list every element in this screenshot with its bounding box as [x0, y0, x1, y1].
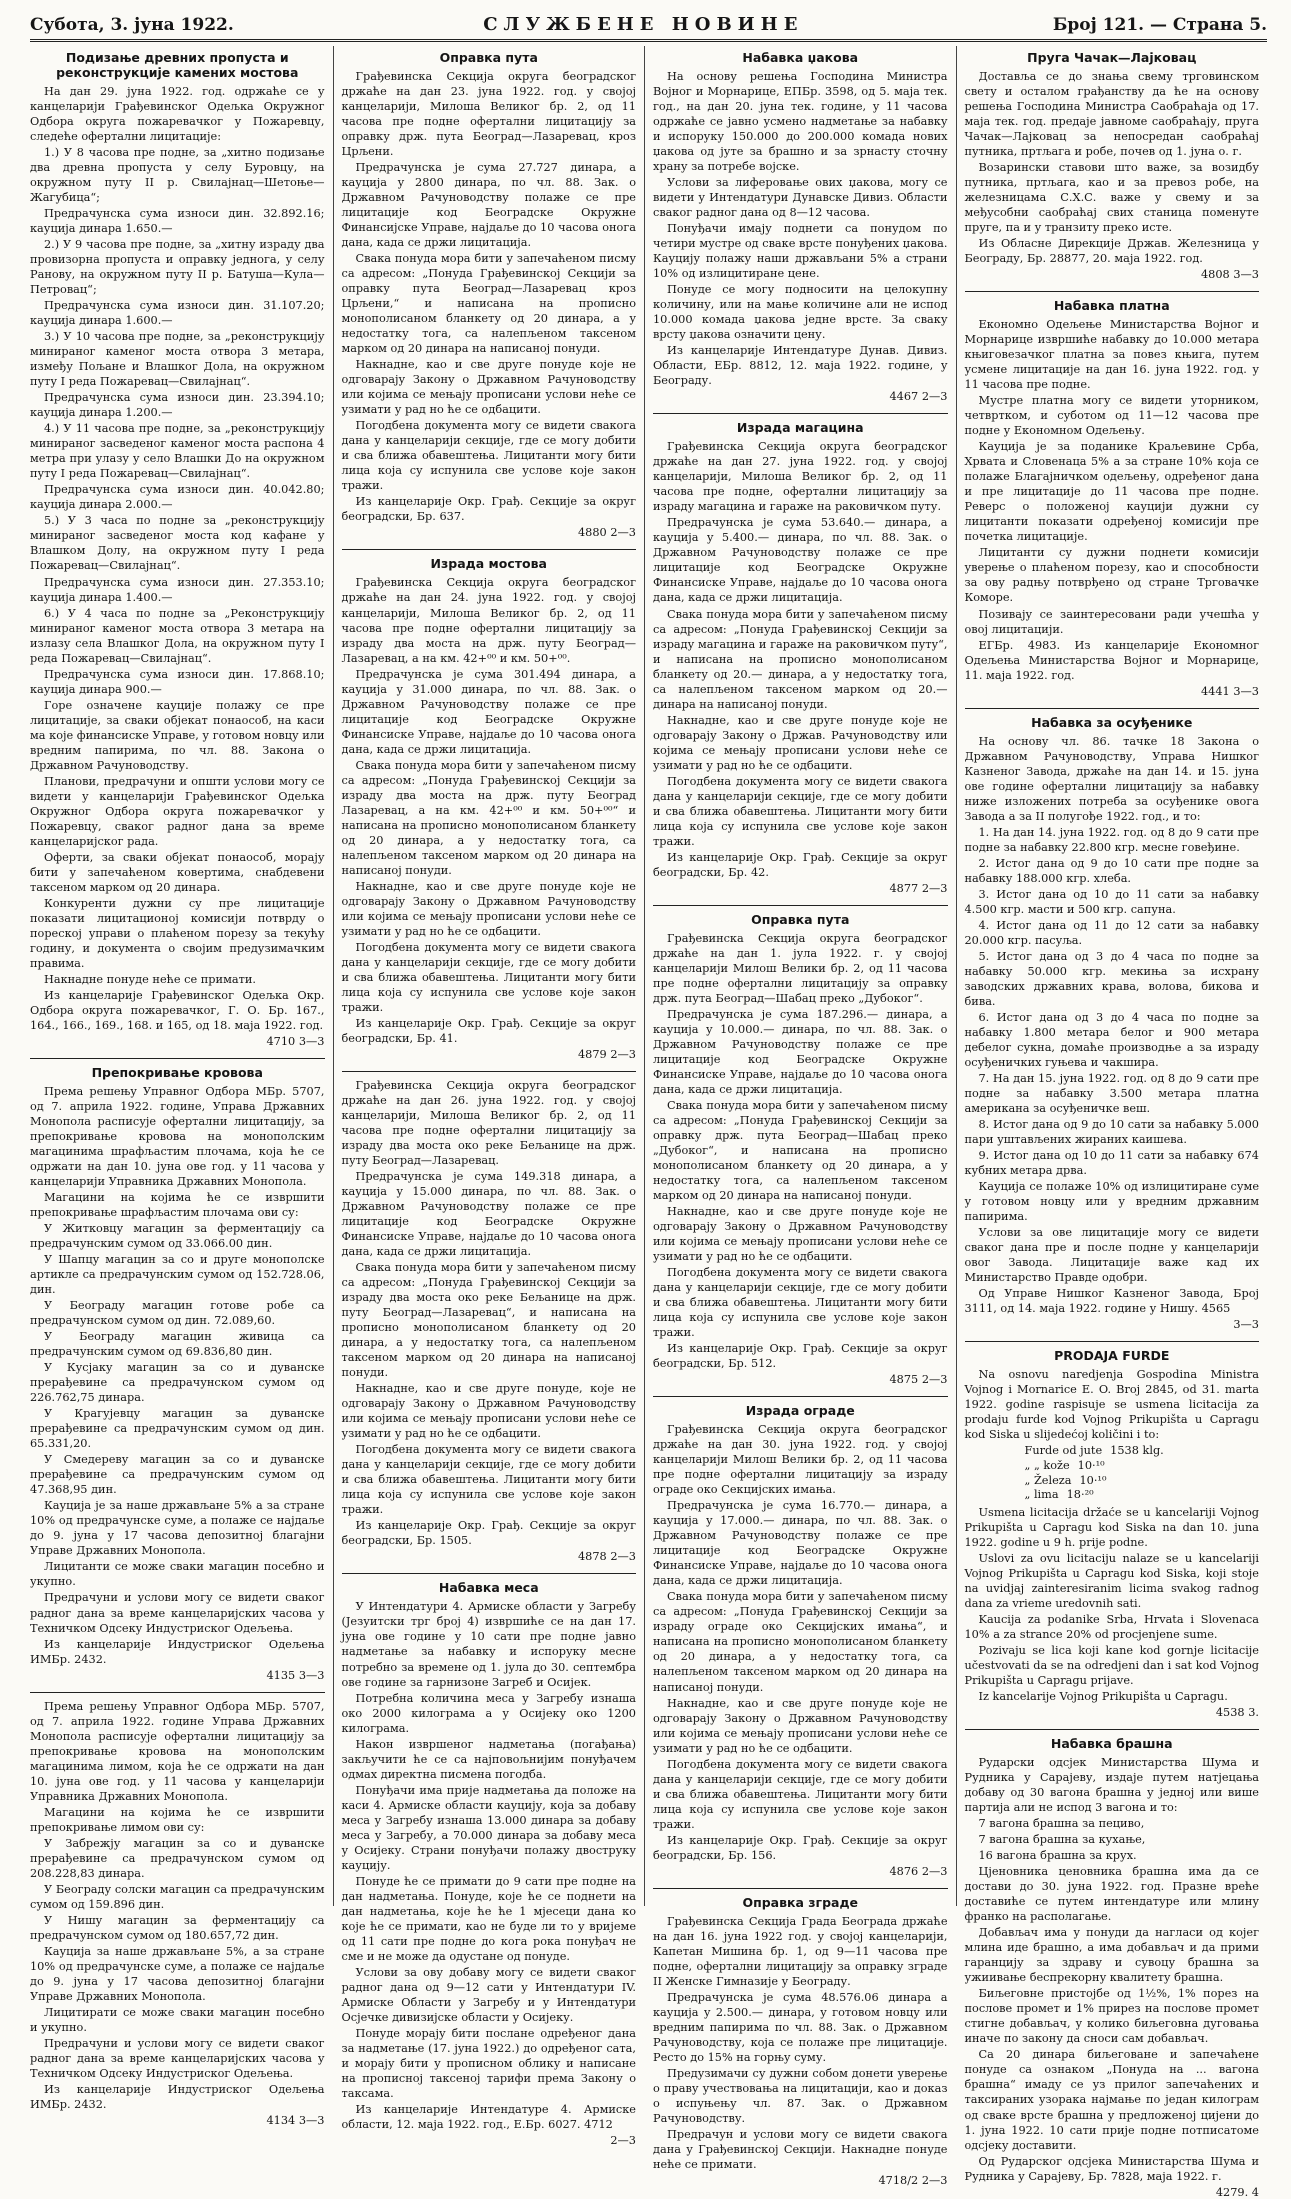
notice-paragraph: Свака понуда мора бити у запечаћеном писму са адресом: „Понуда Грађевинској Секцији за израду два моста око реке Бељанице на држ. путу Београд—Лазаревац“, и написана на прописно монополисаном бланкету од 20 динара, а у недостатку тога, са налепљеном таксеном марком од 20 динара на написаној понуди. — [341, 1261, 636, 1380]
item-row — [1025, 1459, 1260, 1474]
notice-paragraph: Планови, предрачуни и општи услови могу се видети у канцеларији Грађевинског Одељка Окружног Одбора округа пожаревачког у Пожаревцу, сваког радног дана за време канцеларијског рада. — [30, 774, 325, 848]
notice-paragraph: 6.) У 4 часа по подне за „Реконструкцију минираног каменог моста отвора 3 метара на излазу села Влашког Дола, на окружном путу I реда Пожаревац—Свилајнац“. — [30, 606, 325, 665]
notice-paragraph: Свака понуда мора бити у запечаћеном писму са адресом: „Понуда Грађевинској Секцији за израду магацина и гараже на раковичком путу“, и написана на прописно монополисаном бланкету од 20.— динара, а у недостатку тога, са налепљеном таксеном марком од 20.— динара на написаној понуди. — [653, 607, 948, 711]
notice — [342, 50, 637, 539]
notice-paragraph: Погодбена документа могу се видети свакога дана у канцеларији секције, где се могу добити и сва ближа обавештења. Лицитанти могу бити лица која су испунила све услове које закон тражи. — [341, 1443, 636, 1517]
notice — [653, 912, 948, 1386]
notice-paragraph: Биљеговне пристојбе од 1½%, 1% порез на послове промет и 1% прирез на послове промет стигне добављач, у колико биљеговна дуговања иначе по закону да сноси сам добављач. — [964, 1987, 1259, 2046]
notice-paragraph: Предрачунска је сума 53.640.— динара, а кауција у 5.400.— динара, по чл. 88. Зак. о Државном Рачуноводству полаже се пре лицитације код Београдске Окружне Финансиске Управе, најдаље до 10 часова онога дана, када се држи лицитација. — [653, 516, 948, 605]
notice-reference-number: 4808 3—3 — [1200, 268, 1259, 282]
notice-paragraph: Из канцеларије Интендатуре 4. Армиске области, 12. маја 1922. год., Е.Бр. 6027. 4712 — [341, 2102, 636, 2131]
notice-reference-number: 4538 3. — [1215, 1706, 1259, 1720]
notice-title: Подизање древних пропуста и реконструкције камених мостова — [56, 50, 299, 80]
notice-paragraph: 3. Истог дана од 10 до 11 сати за набавку 4.500 кгр. масти и 500 кгр. сапуна. — [964, 887, 1259, 916]
notice-reference-number: 4134 3—3 — [266, 2113, 325, 2127]
notice-reference-number: 3—3 — [1233, 1318, 1259, 1332]
notice — [30, 1065, 325, 1682]
notice-paragraph: Погодбена документа могу се видети свакога дана у канцеларији секције, где се могу добити и сва ближа обавештења. Лицитанти могу бити лица која су испунила све услове које закон тражи. — [341, 419, 636, 493]
notice-paragraph: Погодбена документа могу се видети свакога дана у канцеларији секције, где се могу добити и сва ближа обавештења. Лицитанти могу бити лица која су испунила све услове које закон тражи. — [341, 940, 636, 1014]
notice — [342, 1580, 637, 2147]
notice-reference-number: 4279. 4 — [1215, 2185, 1259, 2199]
notice — [653, 1895, 948, 2187]
notice-paragraph: Из канцеларије Индустриског Одељења ИМБр. 2432. — [30, 1637, 325, 1666]
item-name: Furde od jute — [1024, 1444, 1103, 1458]
issue-date: Субота, 3. јуна 1922. — [30, 15, 234, 35]
notice-paragraph: Магацини на којима ће се извршити препокривање шрафљастим плочама ови су: — [30, 1191, 325, 1220]
notice-reference-number: 4875 2—3 — [889, 1373, 948, 1387]
notice-paragraph: Према решењу Управног Одбора МБр. 5707, од 7. априла 1922. године Управа Државних Монопола расписује офертални лицитацију за препокривање кровова на монополским магацинима лимом, која ће се одржати на дан 10. јуна ове год. у 11 часова у канцеларији Управника Државних Монопола. — [30, 1699, 325, 1803]
column — [645, 46, 957, 2187]
notice-paragraph: Грађевинска Секција округа београдског држаће на дан 30. јуна 1922. год. у својој канцеларији Милош Велики бр. 2, од 11 часова пре подне офертални лицитацију за израду ограде око Секцијских имања. — [653, 1423, 948, 1497]
divider — [653, 1888, 948, 1889]
notice-paragraph: Предузимачи су дужни собом донети уверење о праву учествовања на лицитацији, као и доказ о испуњењу чл. 87. Зак. о Државном Рачуноводству. — [653, 2066, 948, 2125]
notice-paragraph: Kaucija za podanike Srba, Hrvata i Slovenaca 10% a za strance 20% od procjenjene sume. — [964, 1613, 1259, 1642]
notice-paragraph: Из канцеларије Окр. Грађ. Секције за округ београдски, Бр. 156. — [653, 1833, 948, 1862]
notice-paragraph: Конкуренти дужни су пре лицитације показати лицитационој комисији потврду о пореској управи о плаћеном порезу за текућу годину, и документа о својим предузимачким правима. — [30, 896, 325, 970]
notice-paragraph: На дан 29. јуна 1922. год. одржаће се у канцеларији Грађевинског Одељка Окружног Одбора округа пожаревачког у Пожаревцу, следеће офертални лицитације: — [30, 85, 325, 144]
notice-paragraph: 1. На дан 14. јуна 1922. год. од 8 до 9 сати пре подне за набавку 22.800 кгр. месне говеђине. — [964, 825, 1259, 854]
notice-reference-number: 4135 3—3 — [266, 1668, 325, 1682]
item-name: „ lima — [1024, 1488, 1059, 1502]
notice-paragraph: 8. Истог дана од 9 до 10 сати за набавку 5.000 пари уштављених жираних каишева. — [964, 1117, 1259, 1146]
notice-paragraph: Погодбена документа могу се видети свакога дана у канцеларији секције, где се могу добити и сва ближа обавештења. Лицитанти могу бити лица која су испунила све услове које закон тражи. — [653, 1757, 948, 1831]
notice-paragraph: Предрачуни и услови могу се видети сваког радног дана за време канцеларијских часова у Техничком Одсеку Индустриског Одељења. — [30, 1591, 325, 1635]
notice-paragraph: Накнадне, као и све друге понуде које не одговарају Закону о Државном Рачуноводству или којима се мењају прописани услови неће се узимати у рад но ће се одбацити. — [653, 1696, 948, 1755]
notice-paragraph: Понуде се могу подносити на целокупну количину, или на мање количине али не испод 10.000 комада џакова једне врсте. За сваку врсту џакова означити цену. — [653, 283, 948, 342]
item-list — [965, 1444, 1260, 1503]
notice-paragraph: Предрачунска је сума 48.576.06 динара а кауција у 2.500.— динара, у готовом новцу или вредним папирима по чл. 88. Зак. о Државном Рачуноводству, која се полаже пре лицитације. Ресто до 15% на горњу суму. — [653, 1990, 948, 2064]
notice-reference-number: 4879 2—3 — [577, 1047, 636, 1061]
notice-paragraph: Горе означене кауције полажу се пре лицитације, за сваки објекат понаособ, на каси ма које финансиске Управе, у готовом новцу или вредним папирима, по чл. 88. Закона о Државном Рачуноводству. — [30, 698, 325, 772]
notice-paragraph: Накнадне, као и све друге понуде које не одговарају Закону о Државном Рачуноводству или којима се мењају прописани услови неће се узимати у рад но ће се одбацити. — [341, 879, 636, 938]
notice-paragraph: Из канцеларије Окр. Грађ. Секције за округ београдски, Бр. 42. — [653, 850, 948, 879]
notice-title: Набавка за осуђенике — [1031, 714, 1193, 730]
notice-paragraph: Услови за ову добаву могу се видети сваког радног дана од 9—12 сати у Интендатури IV. Армиске Области у Загребу и у Интендатури Осјечке дивизијске области у Осијеку. — [341, 1965, 636, 2024]
notice-paragraph: Лицитанти су дужни поднети комисији уверење о плаћеном порезу, као и способности за ову радњу потврђено од стране Трговачке Коморе. — [964, 546, 1259, 605]
notice-paragraph: Предрачунска је сума 187.296.— динара, а кауција у 10.000.— динара, по чл. 88. Зак. о Државном Рачуноводству полаже се пре лицитације код Београдске Окружне Финансиске Управе, најдаље до 10 часова онога дана, када се држи лицитација. — [653, 1007, 948, 1096]
notice-paragraph: Грађевинска Секција округа београдског држаће на дан 23. јуна 1922. год. у својој канцеларији, Милоша Великог бр. 2, од 11 часова пре подне офертални лицитацију за оправку држ. пута Београд—Лазаревац, кроз Црљени. — [341, 70, 636, 159]
notice-title: PRODAJA FURDE — [1054, 1348, 1170, 1364]
notice — [653, 420, 948, 894]
divider — [30, 1692, 325, 1693]
notice-paragraph: 6. Истог дана од 3 до 4 часа по подне за набавку 1.800 метара белог и 900 метара дебелог сукна, домаће производње а за израду осуђеничких гуњева и чакшира. — [964, 1010, 1259, 1069]
notice-title: Препокривање кровова — [91, 1064, 263, 1080]
notice-paragraph: Услови за ове лицитације могу се видети сваког дана пре и после подне у канцеларији овог Завода. Лицитације важе кад их Министарство Правде одобри. — [964, 1226, 1259, 1285]
notice-paragraph: 1.) У 8 часова пре подне, за „хитно подизање два древна пропуста у селу Буровцу, на окружном путу II р. Свилајнац—Шетоње—Жагубица“; — [30, 146, 325, 205]
notice-reference-number: 4441 3—3 — [1200, 684, 1259, 698]
notice-paragraph: Предрачунска сума износи дин. 17.868.10; кауција динара 900.— — [30, 667, 325, 696]
notice-paragraph: Грађевинска Секција округа београдског држаће на дан 24. јуна 1922. год. у својој канцеларији, Милоша Великог бр. 2, од 11 часова пре подне офертални лицитацију за израду два моста на држ. путу Београд—Лазаревац, а на км. 42+⁰⁰ и км. 50+⁰⁰. — [341, 576, 636, 665]
notice — [653, 50, 948, 403]
notice — [965, 50, 1260, 281]
notice-paragraph: Из канцеларије Окр. Грађ. Секције за округ београдски, Бр. 512. — [653, 1342, 948, 1371]
notice-paragraph: Накнадне, као и све друге понуде које не одговарају Закону о Држав. Рачуноводству или којима се мењају прописани услови неће се узимати у рад но ће се одбацити. — [653, 713, 948, 772]
issue-page-number: Број 121. — Страна 5. — [1052, 15, 1267, 35]
notice-paragraph: 7 вагона брашна за кухање, — [978, 1833, 1146, 1847]
notice-paragraph: Кауција је за наше држављане 5% а за стране 10% од предрачунске суме, а полаже се најдаље до 9. јуна у 17 часова депозитној благајни Управе Државних Монопола. — [30, 1499, 325, 1558]
notice-title: Набавка џакова — [742, 50, 859, 65]
notice-paragraph: Предрачуни и услови могу се видети сваког радног дана за време канцеларијских часова у Техничком Одсеку Индустриског Одељења. — [30, 2036, 325, 2080]
divider — [342, 549, 637, 550]
notice-paragraph: Економно Одељење Министарства Војног и Морнарице извршиће набавку до 10.000 метара књиговезачког платна за повез књига, путем усмене лицитације на дан 16. јуна 1922. год. у 11 часова пре подне. — [964, 318, 1259, 392]
notice-paragraph: Предрачунска сума износи дин. 32.892.16; кауција динара 1.650.— — [30, 207, 325, 236]
notice-paragraph: Из канцеларије Окр. Грађ. Секције за округ београдски, Бр. 637. — [341, 495, 636, 524]
notice — [965, 715, 1260, 1332]
notice-paragraph: На основу чл. 86. тачке 18 Закона о Државном Рачуноводству, Управа Нишког Казненог Завода, држаће на дан 14. и 15. јуна ове године офертални лицитацију за набавку ниже изложених потреба за осуђенике овога Завода а за II полугође 1922. год., и то: — [964, 734, 1259, 823]
notice — [342, 556, 637, 1060]
notice-paragraph: 3.) У 10 часова пре подне, за „реконструкцију минираног каменог моста отвора 3 метара, између Пољане и Влашког Дола, на окружном путу I реда Пожаревац—Свилајнац“. — [30, 330, 325, 389]
divider — [653, 413, 948, 414]
notice-title: Набавка платна — [1053, 298, 1170, 314]
notice-paragraph: Из канцеларије Окр. Грађ. Секције за округ београдски, Бр. 41. — [341, 1016, 636, 1045]
notice-paragraph: Након извршеног надметања (погађања) закључити ће се са најповољнијим понуђачем одмах директна писмена погодба. — [341, 1737, 636, 1781]
notice-paragraph: Предрачунска сума износи дин. 31.107.20; кауција динара 1.600.— — [30, 299, 325, 328]
notice-paragraph: Оферти, за сваки објекат понаособ, морају бити у запечаћеном ковертима, снабдевени таксеном марком од 20 динара. — [30, 850, 325, 894]
notice-paragraph: 7 вагона брашна за пециво, — [978, 1817, 1145, 1831]
notice-paragraph: 4. Истог дана од 11 до 12 сати за набавку 20.000 кгр. пасуља. — [964, 918, 1259, 947]
notice-paragraph: Накнадне понуде неће се примати. — [44, 972, 256, 986]
notice-paragraph: Свака понуда мора бити у запечаћеном писму са адресом: „Понуда Грађевинској Секцији за израду ограде око Секцијских имања“, и написана на прописно монополисаном бланкету од 20 динара, а у недостатку тога, са налепљеном таксеном марком од 20 динара на написаној понуди. — [653, 1590, 948, 1694]
notice-paragraph: У Интендатури 4. Армиске области у Загребу (Језуитски трг број 4) извршиће се на дан 17. јуна ове године у 10 сати пре подне јавно надметање за набавку и испоруку месне потребно за времене од 1. јула до 30. септембра ове године за гарнизоне Загреб и Осијек. — [341, 1600, 636, 1689]
notice-paragraph: Према решењу Управног Одбора МБр. 5707, од 7. априла 1922. године, Управа Државних Монопола расписује офертални лицитацију, за препокривање кровова на монополским магацинима шрафљастим плочама, која ће се одржати на дан 10. јуна ове год. у 11 часова у канцеларији Управника Државних Монопола. — [30, 1084, 325, 1189]
item-row — [1025, 1488, 1260, 1503]
notice — [653, 1403, 948, 1877]
notice-paragraph: Понуђачи има прије надметања да положе на каси 4. Армиске области кауцију, која за добаву меса у Загребу изнаша 13.000 динара за добаву меса у Загребу, а 70.000 динара за добаву меса у Осијеку. Страни понуђачи полажу двоструку кауцију. — [341, 1783, 636, 1872]
item-row — [1025, 1474, 1260, 1489]
notice-paragraph: Кауција се полаже 10% од излицитиране суме у готовом новцу или у вредним државним папирима. — [964, 1180, 1259, 1224]
item-name: „ Železa — [1024, 1473, 1072, 1487]
notice-reference-number: 4710 3—3 — [266, 1034, 325, 1048]
notice-title: Оправка пута — [439, 50, 538, 65]
notice-paragraph: Pozivaju se lica koji kane kod gornje licitacije učestvovati da se na odredjeni dan i sat kod Vojnog Prikupišta u Capragu prijave. — [964, 1644, 1259, 1688]
notice — [965, 298, 1260, 697]
notice-paragraph: У Београду магацин живица са предрачунским сумом од 69.836,80 дин. — [30, 1330, 325, 1359]
notice-title: Пруга Чачак—Лајковац — [1027, 50, 1197, 65]
divider — [342, 1573, 637, 1574]
notice-paragraph: У Крагујевцу магацин за дуванске прерађевине са предрачунским сумом од дин. 65.331,20. — [30, 1407, 325, 1451]
notice-reference-number: 4718/2 2—3 — [878, 2173, 948, 2187]
notice-reference-number: 4467 2—3 — [889, 390, 948, 404]
notice-paragraph: Кауција је за поданике Краљевине Срба, Хрвата и Словенаца 5% а за стране 10% која се полаже Благајничком одељењу, одређеног дана и пре лицитације до 11 часова пре подне. Реверс о положеној кауцији дужни су лицитанти показати одређеној комисији пре почетка лицитације. — [964, 440, 1259, 544]
notice-paragraph: Предрачунска сума износи дин. 23.394.10; кауција динара 1.200.— — [30, 391, 325, 420]
notice-paragraph: Од Управе Нишког Казненог Завода, Број 3111, од 14. маја 1922. године у Нишу. 4565 — [964, 1287, 1259, 1316]
notice-title: Израда магацина — [736, 420, 864, 436]
notice-paragraph: 9. Истог дана од 10 до 11 сати за набавку 674 кубних метара дрва. — [964, 1149, 1259, 1178]
notice-paragraph: Потребна количина меса у Загребу изнаша око 2000 килограма а у Осијеку око 1200 килограма. — [341, 1691, 636, 1735]
notice-paragraph: Накнадне, као и све друге понуде које не одговарају Закону о Државном Рачуноводству или којима се мењају прописани услови неће се узимати у рад но ће се одбацити. — [653, 1205, 948, 1264]
notice-paragraph: Мустре платна могу се видети уторником, четвртком, и суботом од 11—12 часова пре подне у Економном Одељењу. — [964, 394, 1259, 438]
notice-paragraph: Рударски одсјек Министарства Шума и Рудника у Сарајеву, издаје путем натјецања добаву од 30 вагона брашна у једној или више партија али не испод 3 вагона и то: — [964, 1756, 1259, 1815]
notice-paragraph: Предрачунска је сума 16.770.— динара, а кауција у 17.000.— динара, по чл. 88. Зак. о Државном Рачуноводству полаже се пре лицитације код Београдске Окружне Финансиске Управе, најдаље до 10 часова онога дана, када се држи лицитација. — [653, 1499, 948, 1588]
notice-paragraph: Накнадне, као и све друге понуде, које не одговарају Закону о Државном Рачуноводству или којима се мењају прописани услови неће се узимати у рад но ће се одбацити. — [341, 1382, 636, 1441]
notice-paragraph: Услови за лиферовање ових џакова, могу се видети у Интендатури Дунавске Дивиз. Области сваког радног дана од 8—12 часова. — [653, 176, 948, 220]
notice-paragraph: Грађевинска Секција Града Београда држаће на дан 16. јуна 1922 год. у својој канцеларији, Капетан Мишина бр. 1, од 9—11 часова пре подне, офертални лицитацију за оправку зграде II Женске Гимназије у Београду. — [653, 1914, 948, 1988]
notice-paragraph: Од Рударског одсјека Министарства Шума и Рудника у Сарајеву, Бр. 7828, маја 1922. г. — [964, 2154, 1259, 2183]
notice-reference-number: 4880 2—3 — [577, 526, 636, 540]
divider — [342, 1071, 637, 1072]
notice-paragraph: Из канцеларије Окр. Грађ. Секције за округ београдски, Бр. 1505. — [341, 1519, 636, 1548]
notice-paragraph: Из канцеларије Индустриског Одељења ИМБр. 2432. — [30, 2082, 325, 2111]
notice-paragraph: Доставља се до знања свему трговинском свету и осталом грађанству да ће на основу решења Господина Министра Саобраћаја од 17. маја тек. год. предаје јавноме саобраћају, пруга Чачак—Лајковац за непосредан саобраћај путника, пртљага и робе, почев од 1. јуна о. г. — [964, 70, 1259, 159]
item-quantity: 18·²⁰ — [1066, 1488, 1094, 1502]
notice-paragraph: У Београду солски магацин са предрачунским сумом од 159.896 дин. — [30, 1882, 325, 1911]
divider — [653, 905, 948, 906]
notice-title: Набавка меса — [438, 1580, 539, 1596]
notice-paragraph: У Београду магацин готове робе са предрачунском сумом од дин. 72.089,60. — [30, 1299, 325, 1328]
notice-title: Израда мостова — [430, 556, 547, 572]
notice-paragraph: У Кусјаку магацин за со и дуванске прерађевине са предрачунском сумом од 226.762,75 динара. — [30, 1361, 325, 1405]
notice — [965, 1736, 1260, 2198]
notice-paragraph: 4.) У 11 часова пре подне, за „реконструкцију минираног засведеног каменог моста распона 4 метра при улазу у село Влашки До на окружном путу I реда Пожаревац—Свилајнац“. — [30, 422, 325, 481]
item-row — [1025, 1444, 1260, 1459]
notice-paragraph: Погодбена документа могу се видети свакога дана у канцеларији секције, где се могу добити и сва ближа обавештења. Лицитанти могу бити лица која су испунила све услове које закон тражи. — [653, 774, 948, 848]
notice-paragraph: Возарински ставови што важе, за возидбу путника, пртљага, као и за превоз робе, на железницама С.Х.С. важе у свему и за међусобни саобраћај свих станица поменуте пруге, па и у транзиту преко исте. — [964, 161, 1259, 235]
divider — [965, 708, 1260, 709]
notice — [30, 1699, 325, 2127]
notice-paragraph: Предрачунска је сума 149.318 динара, а кауција у 15.000 динара, по чл. 88. Зак. о Државном Рачуноводству полаже се пре лицитације код Београдске Окружне Финансиске Управе, најдаље до 10 часова онога дана, када се држи лицитација. — [341, 1170, 636, 1259]
notice-paragraph: Свака понуда мора бити у запечаћеном писму са адресом: „Понуда Грађевинској Секцији за оправку држ. пута Београд—Шабац преко „Дубоког“, и написана на прописно монополисаном бланкету од 20 динара, а у недостатку тога, са налепљеном таксеном марком од 20 динара на написаној понуди. — [653, 1098, 948, 1203]
notice-reference-number: 4877 2—3 — [889, 881, 948, 895]
notice-reference-number: 4878 2—3 — [577, 1550, 636, 1564]
notice-paragraph: Понуде ће се примати до 9 сати пре подне на дан надметања. Понуде, које ће се поднети на дан надметања, које ће ће 1 мјесеци дана ко које ће се примати, као не буде ли то у вријеме од 11 сати пре подне до кога рока понуђач не сме и не може да одустане од понуде. — [341, 1874, 636, 1963]
notice-title: Израда ограде — [745, 1403, 855, 1419]
column — [30, 46, 334, 2127]
divider — [965, 1341, 1260, 1342]
notice-paragraph: Uslovi za ovu licitaciju nalaze se u kancelariji Vojnog Prikupišta u Capragu kod Siska, koji stoje na uvidjaj zainteresiranim licima svakog radnog dana za vrieme uredovnih sati. — [964, 1551, 1259, 1611]
notice-paragraph: 5. Истог дана од 3 до 4 часа по подне за набавку 50.000 кгр. мекиња за исхрану заводских државних крава, волова, бикова и бива. — [964, 949, 1259, 1008]
notice-paragraph: Добављач има у понуди да нагласи од којег млина иде брашно, а има добављач и да прими гаранцију за здраву и сувоцу брашна за ужиивање беспрекорну квалитету брашна. — [964, 1926, 1259, 1985]
item-quantity: 10·¹⁰ — [1079, 1473, 1107, 1487]
notice-paragraph: Понуде морају бити послане одређеног дана за надметање (17. јуна 1922.) до одређеног сата, и морају бити у прописном облику и написане на прописној таксеној тарифи према Закону о таксама. — [341, 2026, 636, 2100]
notice-paragraph: 5.) У 3 часа по подне за „реконструкцију минираног засведеног моста код кафане у Влашком Долу, на окружном путу I реда Пожаревац—Свилајнац“. — [30, 514, 325, 573]
notice-reference-number: 2—3 — [610, 2133, 636, 2147]
item-quantity: 10·¹⁰ — [1077, 1458, 1105, 1472]
notice-title: Оправка пута — [751, 911, 850, 927]
notice-paragraph: Кауција за наше држављане 5%, а за стране 10% од предрачунске суме, а полаже се најдаље до 9. јуна у 17 часова депозитној благајни Управе Државних Монопола. — [30, 1944, 325, 2003]
notice-paragraph: Usmena licitacija držaće se u kancelariji Vojnog Prikupišta u Capragu kod Siska na dan 10. juna 1922. godine u 9 h. prije podne. — [964, 1505, 1259, 1549]
divider — [30, 1058, 325, 1059]
notice-paragraph: Цјеновника ценовника брашна има да се достави до 30. јуна 1922. год. Празне вреће доставиће се путем интендатуре или млину франко на располагање. — [964, 1865, 1259, 1924]
columns — [30, 46, 1267, 2199]
column — [957, 46, 1268, 2199]
divider — [965, 291, 1260, 292]
notice-title: Набавка брашна — [1050, 1736, 1173, 1752]
notice-paragraph: Na osnovu naredjenja Gospodina Ministra Vojnog i Mornarice E. O. Broj 2845, od 31. marta 1922. godine raspisuje se usmena licitacija za prodaju furde kod Vojnog Prikupišta u Capragu kod Siska u slijedećoj količini i to: — [964, 1368, 1259, 1442]
notice-paragraph: У Забрежју магацин за со и дуванске прерађевине са предрачунском сумом од 208.228,83 динара. — [30, 1836, 325, 1880]
divider — [653, 1396, 948, 1397]
notice-paragraph: Из Обласне Дирекције Држав. Железница у Београду, Бр. 28877, 20. маја 1922. год. — [964, 237, 1259, 266]
notice-paragraph: Погодбена документа могу се видети свакога дана у канцеларији секције, где се могу добити и сва ближа обавештења. Лицитанти могу бити лица која су испунила све услове које закон тражи. — [653, 1266, 948, 1340]
notice-paragraph: 16 вагона брашна за крух. — [978, 1849, 1137, 1863]
column — [334, 46, 646, 2147]
notice-paragraph: Предрачунска је сума 27.727 динара, а кауција у 2800 динара, по чл. 88. Зак. о Државном Рачуноводству полаже се пре лицитације код Београдске Окружне Финансијске Управе, најдаље до 10 часова онога дана, када се држи лицитација. — [341, 161, 636, 250]
page-header — [30, 14, 1267, 42]
divider — [965, 1729, 1260, 1730]
notice — [965, 1348, 1260, 1719]
notice-title: Оправка зграде — [742, 1894, 859, 1910]
notice-paragraph: Грађевинска Секција округа београдског држаће на дан 1. јула 1922. г. у својој канцеларији Милош Велики бр. 2, од 11 часова пре подне офертални лицитацију за оправку држ. пута Београд—Шабац преко „Дубоког“. — [653, 931, 948, 1005]
notice-paragraph: У Шапцу магацин за со и друге монополске артикле са предрачунским сумом од 152.728.06, дин. — [30, 1253, 325, 1297]
notice-paragraph: 7. На дан 15. јуна 1922. год. од 8 до 9 сати пре подне за набавку 3.500 метара платна американа за осуђеничке веш. — [964, 1071, 1259, 1115]
notice-reference-number: 4876 2—3 — [889, 1864, 948, 1878]
item-quantity: 1538 klg. — [1110, 1444, 1164, 1458]
notice-paragraph: Магацини на којима ће се извршити препокривање лимом ови су: — [30, 1805, 325, 1834]
notice-paragraph: 2. Истог дана од 9 до 10 сати пре подне за набавку 188.000 кгр. хлеба. — [964, 856, 1259, 885]
notice-paragraph: Из канцеларије Грађевинског Одељка Окр. Одбора округа пожаревачког, Г. О. Бр. 167., 164., 166., 169., 168. и 165, од 18. маја 1922. год. — [30, 988, 325, 1032]
notice-paragraph: Предрачунска сума износи дин. 40.042.80; кауција динара 2.000.— — [30, 483, 325, 512]
notice-paragraph: На основу решења Господина Министра Војног и Морнарице, ЕПБр. 3598, од 5. маја тек. год., на дан 20. јуна тек. године, у 11 часова одржаће се јавно усмено надметање за набавку и испоруку 150.000 до 200.000 комада нових џакова од јуте за брашно и за зрнасту сточну храну за потребе војске. — [653, 70, 948, 174]
notice-paragraph: 2.) У 9 часова пре подне, за „хитну израду два провизорна пропуста и оправку једнога, у селу Ранову, на окружном путу II р. Батуша—Кула—Петровац“; — [30, 238, 325, 297]
notice-paragraph: Накнадне, као и све друге понуде које не одговарају Закону о Државном Рачуноводству или којима се мењају прописани услови неће се узимати у рад но ће се одбацити. — [341, 358, 636, 417]
notice-paragraph: Грађевинска Секција округа београдског држаће на дан 26. јуна 1922. год. у својој канцеларији, Милоша Великог бр. 2, од 11 часова пре подне офертални лицитацију за израду два моста око реке Бељанице на држ. путу Београд—Лазаревац. — [341, 1078, 636, 1168]
notice-paragraph: Лицитанти се може сваки магацин посебно и укупно. — [30, 1560, 325, 1589]
notice-paragraph: У Смедереву магацин за со и дуванске прерађевине са предрачунским сумом од 47.368,95 дин. — [30, 1453, 325, 1497]
notice-paragraph: Свака понуда мора бити у запечаћеном писму са адресом: „Понуда Грађевинској Секцији за израду два моста на држ. путу Београд Лазаревац, а на км. 42+⁰⁰ и км. 50+⁰⁰“ и написана на прописно монополисаном бланкету од 20 динара, а у недостатку тога, са налепљеном таксеном марком од 20 динара на написаној понуди. — [341, 758, 636, 877]
newspaper-title: СЛУЖБЕНЕ НОВИНЕ — [483, 14, 804, 35]
notice-paragraph: Предрачун и услови могу се видети свакога дана у Грађевинској Секцији. Накнадне понуде неће се примати. — [653, 2127, 948, 2171]
notice-paragraph: Предрачунска сума износи дин. 27.353.10; кауција динара 1.400.— — [30, 575, 325, 604]
notice-paragraph: У Нишу магацин за ферментацију са предрачунском сумом од 180.657,72 дин. — [30, 1913, 325, 1942]
notice-paragraph: Свака понуда мора бити у запечаћеном писму са адресом: „Понуда Грађевинској Секцији за оправку пута Београд—Лазаревац кроз Црљени,“ и написана на прописно монополисаном бланкету од 20 динара, а у недостатку тога, са налепљеном таксеном марком од 20 динара на написаној понуди. — [341, 252, 636, 356]
notice-paragraph: У Житковцу магацин за ферментацију са предрачунским сумом од 33.066.00 дин. — [30, 1222, 325, 1251]
notice-paragraph: Понуђачи имају поднети са понудом по четири мустре од сваке врсте понуђених џакова. Кауцију полажу наши држављани 5% а страни 10% од излицитиране цене. — [653, 222, 948, 281]
item-name: „ „ kože — [1024, 1458, 1070, 1472]
notice-paragraph: Лицитирати се може сваки магацин посебно и укупно. — [30, 2005, 325, 2034]
notice — [30, 50, 325, 1048]
notice-paragraph: Са 20 динара биљеговане и запечаћене понуде са ознаком „Понуда на ... вагона брашна“ имаду се уз прилог запечаћених и таксираних узорака најмање по један килограм од сваке врсте брашна у предложеној цијени до 1. јуна 1922. 10 сати прије подне потписатоме одсјеку доставити. — [964, 2048, 1259, 2152]
notice-paragraph: Iz kancelarije Vojnog Prikupišta u Capragu. — [978, 1690, 1228, 1704]
notice — [342, 1078, 637, 1563]
notice-paragraph: Позивају се заинтересовани ради учешћа у овој лицитацији. — [964, 607, 1259, 636]
notice-paragraph: Грађевинска Секција округа београдског држаће на дан 27. јуна 1922. год. у својој канцеларији, Милоша Великог бр. 2, од 11 часова пре подне, офертални лицитацију за израду магацина и гараже на раковичком путу. — [653, 440, 948, 514]
notice-paragraph: ЕГБр. 4983. Из канцеларије Економног Одељења Министарства Војног и Морнарице, 11. маја 1922. год. — [964, 638, 1259, 682]
notice-paragraph: Из канцеларије Интендатуре Дунав. Дивиз. Области, ЕБр. 8812, 12. маја 1922. године, у Београду. — [653, 344, 948, 388]
notice-paragraph: Предрачунска је сума 301.494 динара, а кауција у 31.000 динара, по чл. 88. Зак. о Државном Рачуноводству полаже се пре лицитације код Београдске Окружне Финансиске Управе, најдаље до 10 часова онога дана, када се држи лицитација. — [341, 667, 636, 756]
